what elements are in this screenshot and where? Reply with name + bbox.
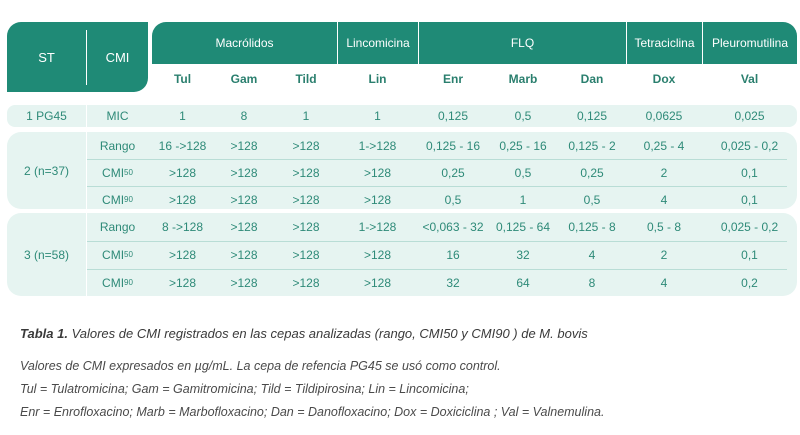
column-header-tild: Tild [295, 72, 317, 86]
table-cell: >128 [230, 247, 258, 262]
table-cell: 1->128 [358, 219, 397, 234]
table-cell: 0,125 - 2 [568, 138, 616, 153]
table-cell: >128 [292, 219, 320, 234]
table-cell: >128 [363, 165, 392, 180]
table-cell: >128 [230, 192, 258, 207]
header-cmi: CMI [105, 49, 130, 65]
column-header-marb: Marb [508, 72, 538, 86]
table-cell: 0,025 [734, 109, 765, 123]
table-cell: 0,5 [514, 165, 532, 180]
table-cell: >128 [292, 165, 320, 180]
table-cell: >128 [363, 275, 392, 290]
cmi-label: Rango [99, 138, 136, 153]
table-cell: 0,1 [741, 247, 758, 262]
table-cell: 2 [660, 247, 668, 262]
table-cell: 16 [446, 247, 460, 262]
column-header-gam: Gam [230, 72, 258, 86]
table-cell: 0,25 - 4 [643, 138, 685, 153]
table-cell: 16 ->128 [158, 138, 207, 153]
table-cell: 4 [660, 275, 668, 290]
group-flq: FLQ [510, 36, 535, 50]
group-macrolidos: Macrólidos [215, 36, 274, 50]
cmi-label: Rango [99, 219, 136, 234]
table-cell: 0,1 [741, 165, 758, 180]
table-cell: 0,5 [583, 192, 601, 207]
table-cell: 1 [374, 109, 381, 123]
table-cell: 1 [302, 109, 310, 123]
cmi-label: MIC [106, 109, 129, 123]
table-cell: >128 [168, 247, 197, 262]
table-cell: 8 [240, 109, 248, 123]
table-cell: 2 [660, 165, 668, 180]
table-cell: 0,025 - 0,2 [720, 138, 779, 153]
group-lincomicina: Lincomicina [346, 36, 410, 50]
st-label-st2: 2 (n=37) [23, 163, 70, 178]
st-label-st3: 3 (n=58) [23, 247, 70, 262]
table-cell: >128 [168, 192, 197, 207]
table-cell: <0,063 - 32 [422, 219, 484, 234]
table-cell: >128 [168, 165, 197, 180]
column-header-enr: Enr [442, 72, 463, 86]
table-cell: 0,125 - 8 [568, 219, 616, 234]
table-cell: 32 [446, 275, 460, 290]
table-cell: >128 [230, 275, 258, 290]
table-cell: 0,125 [576, 109, 608, 123]
table-caption [20, 326, 588, 341]
table-cell: 0,125 - 64 [495, 219, 551, 234]
column-header-val: Val [740, 72, 759, 86]
header-st: ST [38, 49, 55, 65]
st-label-pg45: 1 PG45 [26, 109, 67, 123]
table-cell: 0,5 [514, 109, 532, 123]
table-cell: 1 [519, 192, 527, 207]
note-1: Valores de CMI expresados en µg/mL. La cepa de refencia PG45 se usó como control. [20, 359, 501, 373]
table-cell: 0,5 [444, 192, 462, 207]
note-2: Tul = Tulatromicina; Gam = Gamitromicina; Tild = Tildipirosina; Lin = Lincomicina; [20, 382, 469, 396]
column-header-dan: Dan [580, 72, 604, 86]
table-cell: 0,25 [441, 165, 465, 180]
table-cell: 0,125 [437, 109, 469, 123]
table-cell: >128 [292, 192, 320, 207]
table-cell: 0,1 [741, 192, 758, 207]
table-cell: >128 [230, 165, 258, 180]
column-header-dox: Dox [652, 72, 676, 86]
table-cell: >128 [230, 219, 258, 234]
column-header-lin: Lin [368, 72, 387, 86]
table-cell: 0,2 [741, 275, 758, 290]
table-cell: >128 [230, 138, 258, 153]
cmi-label: CMI 50 [102, 165, 133, 180]
table-cell: 8 [588, 275, 596, 290]
table-cell: 0,25 - 16 [499, 138, 547, 153]
table-cell: 0,25 [580, 165, 604, 180]
table-cell: >128 [292, 138, 320, 153]
note-3: Enr = Enrofloxacino; Marb = Marbofloxacino; Dan = Danofloxacino; Dox = Doxiciclina ; Val = Valnemulina. [20, 405, 605, 419]
table-cell: 32 [516, 247, 530, 262]
table-cell: 8 ->128 [161, 219, 204, 234]
column-header-tul: Tul [173, 72, 192, 86]
table-cell: 4 [660, 192, 668, 207]
table-cell: 4 [588, 247, 596, 262]
table-cell: >128 [363, 192, 392, 207]
caption-title: Tabla 1. [20, 326, 68, 341]
table-cell: >128 [168, 275, 197, 290]
table-cell: >128 [292, 275, 320, 290]
table-cell: 0,0625 [645, 109, 683, 123]
table-cell: 1->128 [358, 138, 397, 153]
group-tetraciclina: Tetraciclina [634, 36, 695, 50]
table-cell: 0,025 - 0,2 [720, 219, 779, 234]
group-pleuromutilina: Pleuromutilina [711, 36, 789, 50]
cmi-label: CMI 90 [102, 275, 133, 290]
cmi-label: CMI 90 [102, 192, 133, 207]
table-cell: >128 [363, 247, 392, 262]
table-cell: 64 [516, 275, 530, 290]
table-cell: 0,5 - 8 [646, 219, 682, 234]
caption-text: Valores de CMI registrados en las cepas analizadas (rango, CMI50 y CMI90 ) de M. bovis [71, 326, 588, 341]
cmi-label: CMI 50 [102, 247, 133, 262]
table-cell: >128 [292, 247, 320, 262]
table-cell: 1 [179, 109, 186, 123]
table-cell: 0,125 - 16 [425, 138, 481, 153]
